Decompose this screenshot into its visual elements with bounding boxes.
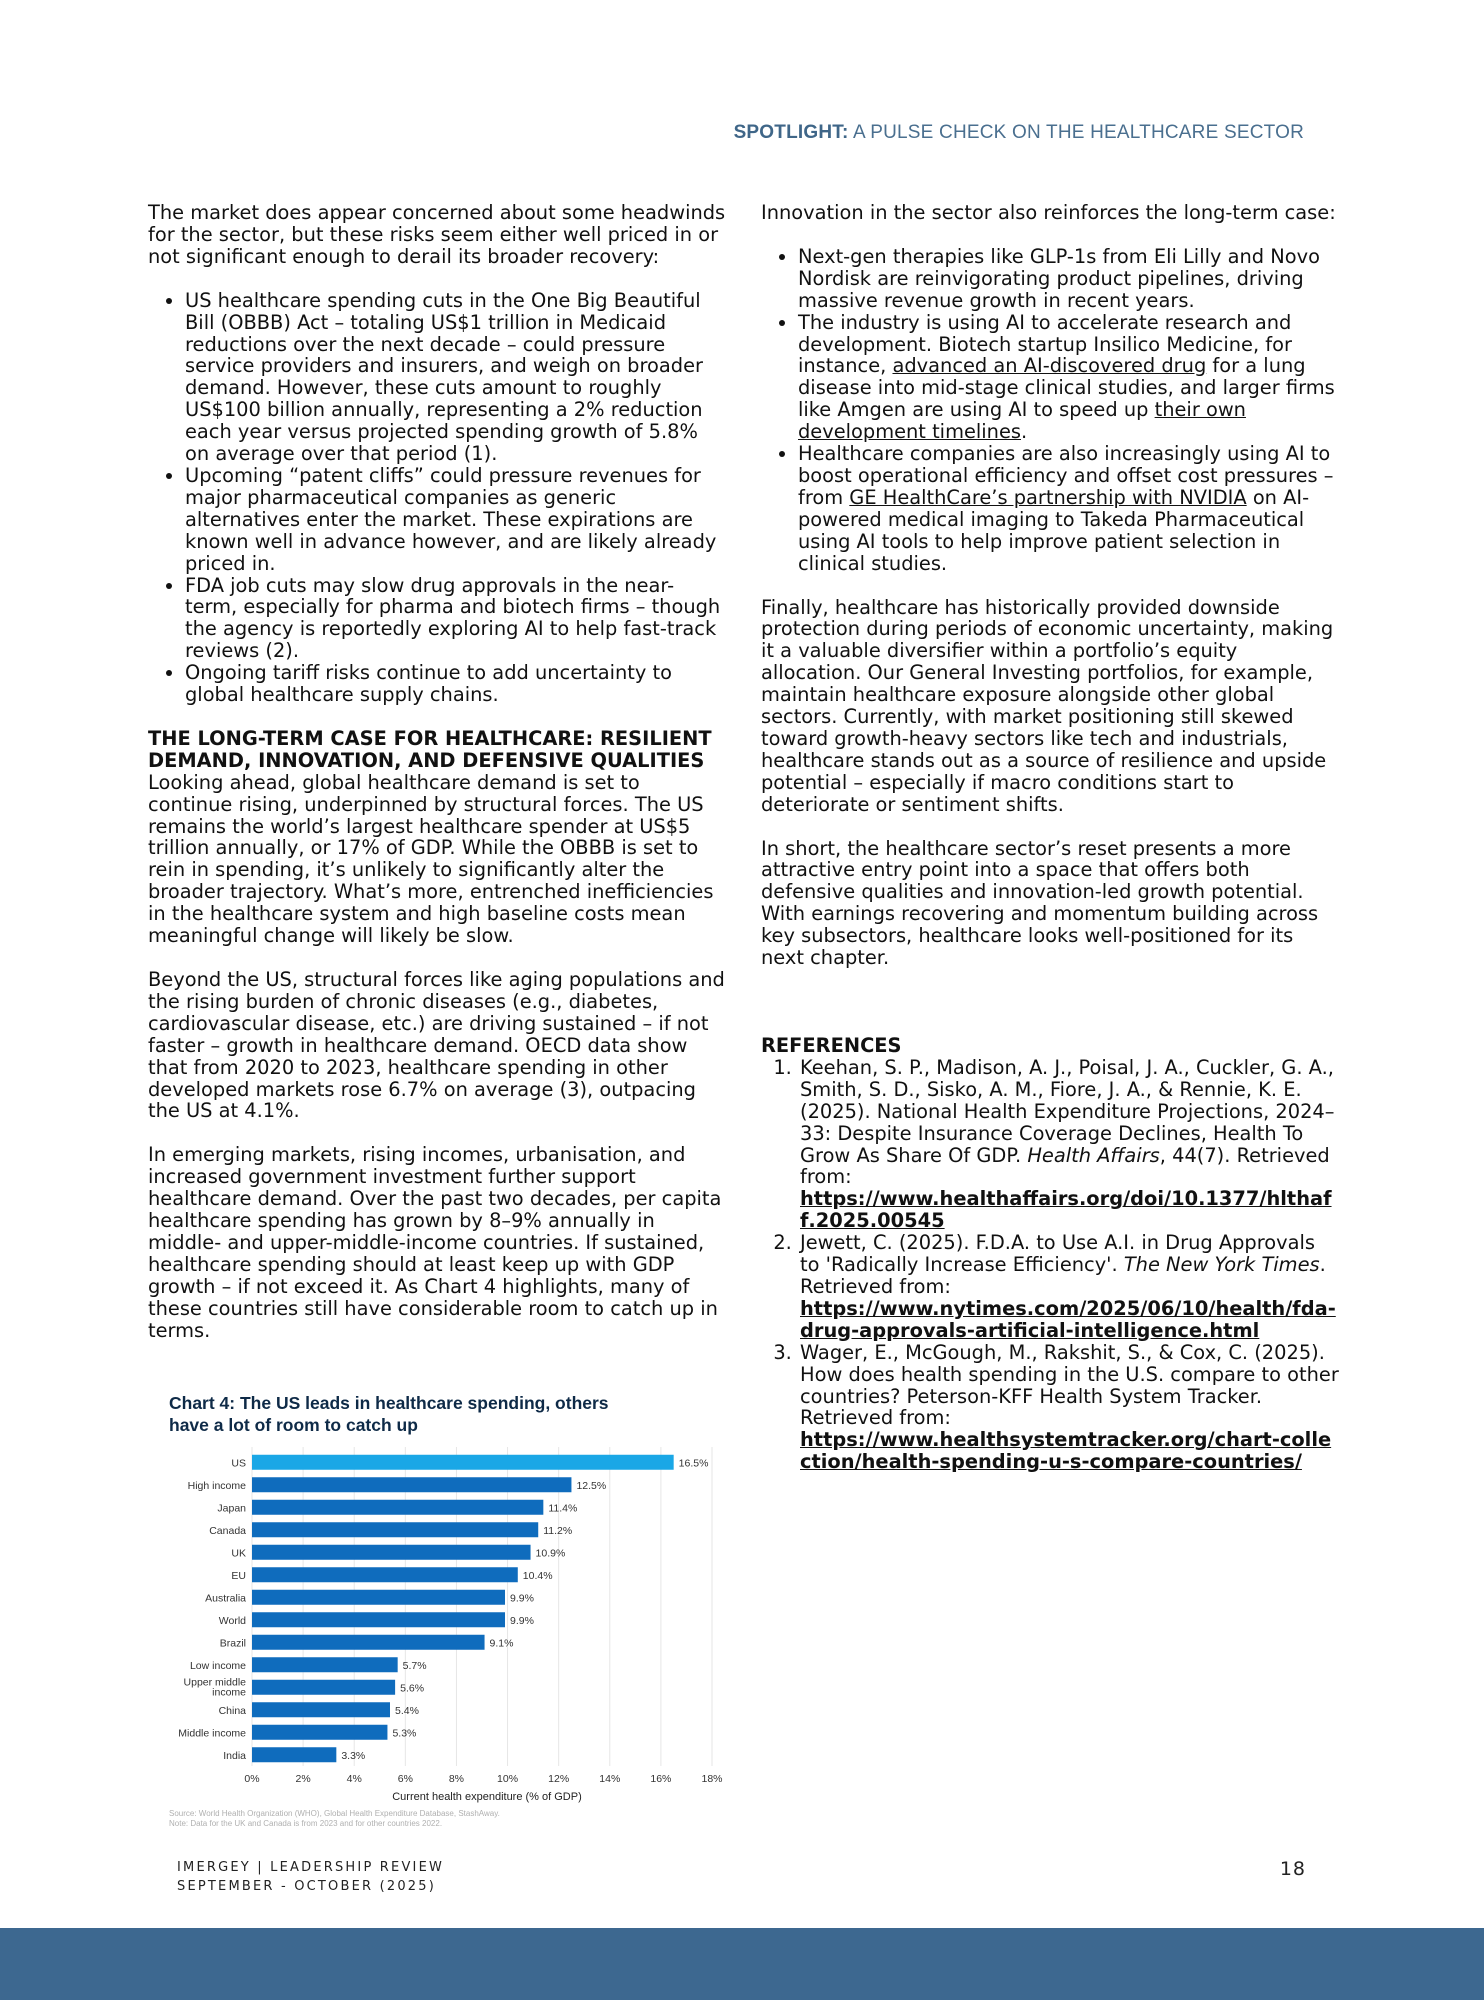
left-column: [148, 202, 726, 1342]
tick-label: 4%: [346, 1773, 362, 1785]
bar: [252, 1500, 543, 1515]
value-label: 11.4%: [548, 1502, 578, 1515]
footer-line1: IMERGEY | LEADERSHIP REVIEW: [177, 1860, 445, 1875]
left-intro: The market does appear concerned about some headwinds for the sector, but these risks seem either well priced in or not significant enough to derail its broader recovery:: [148, 201, 726, 268]
reference-link[interactable]: https://www.nytimes.com/2025/06/10/health/fda-drug-approvals-artificial-intelligence.html: [800, 1296, 1336, 1342]
references-list: [761, 1057, 1339, 1473]
tick-label: 6%: [397, 1773, 413, 1785]
category-label: India: [223, 1749, 246, 1762]
chart-source-text: Source: World Health Organization (WHO), Global Health Expenditure Database, StashAway.: [169, 1809, 500, 1818]
category-label: Middle income: [178, 1727, 246, 1740]
tick-label: 16%: [650, 1773, 672, 1785]
tick-label: 14%: [599, 1773, 621, 1785]
paragraph: Looking ahead, global healthcare demand is set to continue rising, underpinned by structural forces. The US remains the world’s largest healthcare spender at US$5 trillion annually, or 17% of GDP. While the OBBB is set to rein in spending, it’s unlikely to significantly alter the broader trajectory. What’s more, entrenched inefficiencies in the healthcare system and high baseline costs mean meaningful change will likely be slow.: [148, 770, 714, 948]
paragraph: In short, the healthcare sector’s reset presents a more attractive entry point into a space that offers both defensive qualities and innovation-led growth potential. With earnings recovering and momentum building across key subsectors, healthcare looks well-positioned for its next chapter.: [761, 836, 1319, 970]
chart-title: Chart 4: The US leads in healthcare spending, others have a lot of room to catch up: [169, 1393, 609, 1435]
value-label: 16.5%: [678, 1457, 709, 1470]
bar-chart: [148, 1384, 728, 1804]
bar: [252, 1635, 485, 1650]
bar: [252, 1725, 387, 1740]
value-label: 12.5%: [576, 1479, 607, 1492]
bar: [252, 1545, 531, 1560]
value-label: 5.3%: [392, 1727, 417, 1740]
tick-label: 8%: [448, 1773, 465, 1785]
tick-label: 0%: [244, 1773, 260, 1785]
running-header: [734, 122, 1304, 144]
bar: [252, 1657, 398, 1672]
category-label: Brazil: [219, 1637, 246, 1650]
tick-label: 18%: [701, 1773, 723, 1785]
category-label: Low income: [189, 1659, 246, 1672]
value-label: 5.7%: [402, 1659, 427, 1672]
list-item: • US healthcare spending cuts in the One Big Beautiful Bill (OBBB) Act – totaling US$1 trillion in Medicaid reductions over the next decade – could pressure service providers and insurers, and weigh on broader demand. However, these cuts amount to roughly US$100 billion annually, representing a 2% reduction each year versus projected spending growth of 5.8% on average over that period (1).: [185, 290, 726, 465]
value-label: 9.9%: [510, 1614, 534, 1627]
section-heading: THE LONG-TERM CASE FOR HEALTHCARE: RESILIENT DEMAND, INNOVATION, AND DEFENSIVE QUALITIES: [148, 726, 712, 772]
footer-band: [0, 1928, 1484, 2000]
bar: [252, 1455, 674, 1470]
reference-item: 1. Keehan, S. P., Madison, A. J., Poisal, J. A., Cuckler, G. A., Smith, S. D., Sisko, A. M., Fiore, J. A., & Rennie, K. E. (2025). National Health Expenditure Projections, 2024–33: Despite Insurance Coverage Declines, Health To Grow As Share Of GDP. Health Affairs, 44(7). Retrieved from: https://www.healthaffairs.org/doi/10.1377/hlthaff.2025.00545: [798, 1057, 1339, 1232]
footer-publication: [177, 1858, 444, 1896]
ge-nvidia-link[interactable]: GE HealthCare’s partnership with NVIDIA: [849, 485, 1247, 509]
page-number: 18: [1279, 1858, 1306, 1880]
list-item: • Next-gen therapies like GLP-1s from Eli Lilly and Novo Nordisk are reinvigorating product pipelines, driving massive revenue growth in recent years.: [798, 246, 1339, 312]
category-label: High income: [187, 1479, 246, 1492]
list-item: • Upcoming “patent cliffs” could pressure revenues for major pharmaceutical companies as generic alternatives enter the market. These expirations are known well in advance however, and are likely already priced in.: [185, 465, 726, 575]
value-label: 9.1%: [489, 1637, 514, 1650]
amgen-link[interactable]: their own development timelines: [798, 398, 1246, 444]
value-label: 3.3%: [341, 1749, 366, 1762]
references-heading: REFERENCES: [761, 1034, 902, 1057]
bar: [252, 1590, 505, 1605]
reference-link[interactable]: https://www.healthaffairs.org/doi/10.1377/hlthaff.2025.00545: [800, 1187, 1332, 1233]
value-label: 5.6%: [400, 1682, 425, 1695]
category-label: Canada: [209, 1524, 246, 1537]
reference-item: 3. Wager, E., McGough, M., Rakshit, S., & Cox, C. (2025). How does health spending in the U.S. compare to other countries? Peterson-KFF Health System Tracker. Retrieved from: https://www.healthsystemtracker.org/chart-collection/health-spending-u-s-compare-countries/: [798, 1342, 1339, 1473]
right-column: [761, 202, 1339, 1473]
category-label: World: [218, 1614, 246, 1627]
reference-item: 2. Jewett, C. (2025). F.D.A. to Use A.I. in Drug Approvals to 'Radically Increase Efficiency'. The New York Times. Retrieved from: https://www.nytimes.com/2025/06/10/health/fda-drug-approvals-artificial-intelligence.html: [798, 1232, 1339, 1342]
list-item: • The industry is using AI to accelerate research and development. Biotech startup Insilico Medicine, for instance, advanced an AI-discovered drug for a lung disease into mid-stage clinical studies, and larger firms like Amgen are using AI to speed up their own development timelines.: [798, 312, 1339, 443]
header-bold: SPOTLIGHT:: [733, 122, 849, 143]
header-title: A PULSE CHECK ON THE HEALTHCARE SECTOR: [848, 122, 1304, 143]
paragraph: Finally, healthcare has historically provided downside protection during periods of economic uncertainty, making it a valuable diversifier within a portfolio’s equity allocation. Our General Investing portfolios, for example, maintain healthcare exposure alongside other global sectors. Currently, with market positioning still skewed toward growth-heavy sectors like tech and industrials, healthcare stands out as a source of resilience and upside potential – especially if macro conditions start to deteriorate or sentiment shifts.: [761, 595, 1334, 816]
value-label: 10.9%: [535, 1547, 566, 1560]
list-item: • FDA job cuts may slow drug approvals in the near-term, especially for pharma and biotech firms – though the agency is reportedly exploring AI to help fast-track reviews (2).: [185, 575, 726, 663]
value-label: 10.4%: [522, 1569, 553, 1582]
tick-label: 12%: [548, 1773, 570, 1785]
chart-4: [148, 1384, 728, 1834]
value-label: 9.9%: [510, 1592, 534, 1605]
bar: [252, 1477, 571, 1492]
paragraph: Beyond the US, structural forces like aging populations and the rising burden of chronic diseases (e.g., diabetes, cardiovascular disease, etc.) are driving sustained – if not faster – growth in healthcare demand. OECD data show that from 2020 to 2023, healthcare spending in other developed markets rose 6.7% on average (3), outpacing the US at 4.1%.: [148, 968, 725, 1123]
bar: [252, 1702, 390, 1717]
list-item: • Healthcare companies are also increasingly using AI to boost operational efficiency and offset cost pressures – from GE HealthCare’s partnership with NVIDIA on AI-powered medical imaging to Takeda Pharmaceutical using AI tools to help improve patient selection in clinical studies.: [798, 443, 1339, 574]
reference-link[interactable]: https://www.healthsystemtracker.org/chart-collection/health-spending-u-s-compare-countries/: [800, 1428, 1332, 1474]
bar: [252, 1522, 538, 1537]
list-item: • Ongoing tariff risks continue to add uncertainty to global healthcare supply chains.: [185, 662, 726, 706]
right-intro: Innovation in the sector also reinforces the long-term case:: [761, 201, 1336, 224]
paragraph: In emerging markets, rising incomes, urbanisation, and increased government investment further support healthcare demand. Over the past two decades, per capita healthcare spending has grown by 8–9% annually in middle- and upper-middle-income countries. If sustained, healthcare spending should at least keep up with GDP growth – if not exceed it. As Chart 4 highlights, many of these countries still have considerable room to catch up in terms.: [148, 1143, 722, 1342]
x-axis-label: Current health expenditure (% of GDP): [392, 1791, 582, 1803]
category-label: China: [218, 1704, 246, 1717]
value-label: 5.4%: [395, 1704, 419, 1717]
category-label: Japan: [217, 1502, 246, 1515]
bar: [252, 1612, 505, 1627]
bar: [252, 1680, 395, 1695]
category-label: US: [231, 1457, 246, 1470]
innovation-list: [761, 246, 1339, 575]
tick-label: 10%: [497, 1773, 519, 1785]
bar: [252, 1567, 518, 1582]
category-label: UK: [231, 1547, 246, 1560]
tick-label: 2%: [295, 1773, 311, 1785]
insilico-link[interactable]: advanced an AI-discovered drug: [892, 354, 1207, 378]
risks-list: [148, 290, 726, 706]
chart-source: [169, 1809, 500, 1829]
footer-line2: SEPTEMBER - OCTOBER (2025): [177, 1879, 437, 1894]
category-label: EU: [231, 1569, 246, 1582]
category-label: Australia: [205, 1592, 246, 1605]
value-label: 11.2%: [543, 1524, 573, 1537]
bar: [252, 1747, 336, 1762]
chart-note-text: Note: Data for the UK and Canada is from 2023 and for other countries 2022.: [169, 1819, 443, 1828]
category-label: Upper middle income: [183, 1676, 246, 1699]
